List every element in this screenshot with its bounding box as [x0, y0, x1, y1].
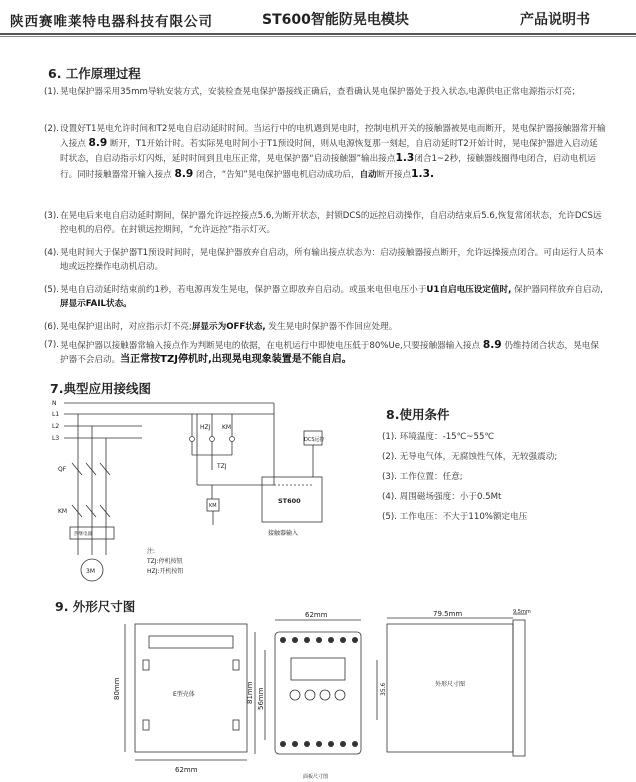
km-aux-label: KM	[222, 424, 232, 431]
dim-56: 56mm	[257, 687, 265, 710]
header-rule-thin	[0, 36, 636, 37]
sec6-item-5	[46, 283, 606, 311]
sec6-item-7	[46, 338, 606, 367]
item-number: (2).	[44, 124, 59, 134]
item-text: 晃电保护退出时，对应指示灯不亮;屏显示为OFF状态, 发生晃电时保护器不作回应处理。	[60, 322, 398, 332]
section-7-title: 7.典型应用接线图	[50, 381, 151, 396]
product-name: ST600智能防晃电模块	[262, 12, 409, 28]
dimension-drawings	[115, 610, 635, 780]
line-label-l1: L1	[52, 411, 60, 418]
fr-label: 热继电器	[74, 532, 92, 537]
section-6-title: 6. 工作原理过程	[48, 66, 141, 81]
sec6-item-4	[46, 246, 606, 274]
section-9-title: 9. 外形尺寸图	[55, 599, 136, 614]
legend-hzj: HZJ:开机按钮	[147, 568, 184, 575]
dcs-label: DCS远控	[304, 437, 325, 443]
item-text: 晃电时间大于保护器T1预设时间时，晃电保护器放弃自启动，所有输出接点状态为：启动接触器接点断开，允许远操接点闭合。可由运行人员本地或远控操作电动机启动。	[60, 248, 604, 273]
condition-5: (5). 工作电压：不大于110%额定电压	[382, 512, 528, 522]
dim-35: 35.6	[380, 682, 387, 696]
dim-62-top: 62mm	[305, 611, 328, 619]
line-label-n: N	[52, 400, 57, 407]
header-rule	[0, 33, 636, 35]
qf-label: QF	[58, 466, 67, 473]
dim-80: 80mm	[113, 677, 121, 700]
sec6-item-3	[46, 209, 606, 237]
front-label: 面板尺寸图	[303, 774, 329, 780]
hzj-label: HZJ	[200, 424, 211, 431]
dim-81: 81mm	[246, 681, 254, 704]
legend-tzj: TZJ:停机按钮	[147, 558, 183, 565]
item-number: (6).	[44, 322, 59, 332]
km-coil-label: KM	[209, 503, 217, 509]
wiring-diagram	[52, 395, 342, 595]
item-text: 晃电保护器以接触器常输入接点作为判断晃电的依据，在电机运行中即使电压低于80%Ue,只要接触器输入接点 8.9 仍维持闭合状态，晃电保护器不会启动。当正常按TZJ停机时,出现晃电现象装置是不能自启。	[60, 339, 599, 366]
km-label: KM	[58, 508, 68, 515]
condition-2: (2). 无导电气体，无腐蚀性气体，无较强震动;	[382, 452, 558, 462]
line-label-l3: L3	[52, 435, 60, 442]
condition-1: (1). 环境温度：-15℃~55℃	[382, 432, 495, 442]
hole-label: E型壳体	[173, 691, 195, 698]
item-text: 设置好T1晃电允许时间和T2晃电自启动延时时间。当运行中的电机遇到晃电时，控制电机开关的接触器被晃电而断开，晃电保护器接触器常开输入接点 8.9 断开，T1开始计时。若实际晃电时间小于T1预设时间，则从电源恢复那一刻起，自启动延时T2开始计时，晃电保护器进入启动延时状态，自启动指示灯闪烁，延时时间到且电压正常，晃电保护器“启动接触器”输出接点1.3闭合1~2秒，接触器线圈得电闭合，启动电机运行。同时接触器常开输入接点 8.9 闭合，“告知”晃电保护器电机启动成功后，自动断开接点1.3.	[60, 124, 606, 180]
item-number: (4).	[44, 248, 59, 258]
item-number: (5).	[44, 285, 59, 295]
item-text: 晃电保护器采用35mm导轨安装方式，安装检查晃电保护器接线正确后，查看确认晃电保护器处于投入状态,电源供电正常电源指示灯亮；	[60, 87, 581, 97]
item-text: 在晃电后来电自启动延时期间，保护器允许远控接点5.6,为断开状态，封锁DCS的远控启动操作，自启动结束后5.6,恢复常闭状态，允许DCS远控电机的启停。在封锁远控期间，“允许远控”指示灯灭。	[60, 211, 602, 236]
tzj-label: TZJ	[217, 463, 227, 470]
sec6-item-2	[46, 122, 606, 182]
manual-title: 产品说明书	[520, 12, 590, 28]
sec6-item-6	[46, 320, 606, 334]
section-8-title: 8.使用条件	[386, 407, 450, 422]
side-label: 外形尺寸图	[435, 681, 466, 688]
item-number: (3).	[44, 211, 59, 221]
sec6-item-1	[46, 85, 606, 99]
condition-3: (3). 工作位置：任意;	[382, 472, 463, 482]
dim-62-bottom: 62mm	[175, 766, 198, 774]
line-label-l2: L2	[52, 423, 60, 430]
condition-4: (4). 周围磁场强度：小于0.5Mt	[382, 492, 502, 502]
input-label: 接触器输入	[268, 530, 299, 537]
page-header	[0, 0, 636, 38]
dim-9: 9.5mm	[513, 609, 531, 615]
company-name: 陕西赛唯莱特电器科技有限公司	[10, 14, 213, 30]
item-number: (1).	[44, 87, 59, 97]
legend-note: 注:	[147, 548, 156, 555]
dim-79: 79.5mm	[433, 610, 463, 618]
st600-label: ST600	[278, 497, 301, 505]
item-number: (7).	[44, 340, 59, 350]
item-text: 晃电自启动延时结束前约1秒，若电源再发生晃电，保护器立即放弃自启动。或虽来电但电压小于U1自启电压设定值时, 保护器同样放弃自启动,屏显示FAIL状态。	[60, 285, 603, 310]
motor-label: 3M	[86, 568, 95, 575]
